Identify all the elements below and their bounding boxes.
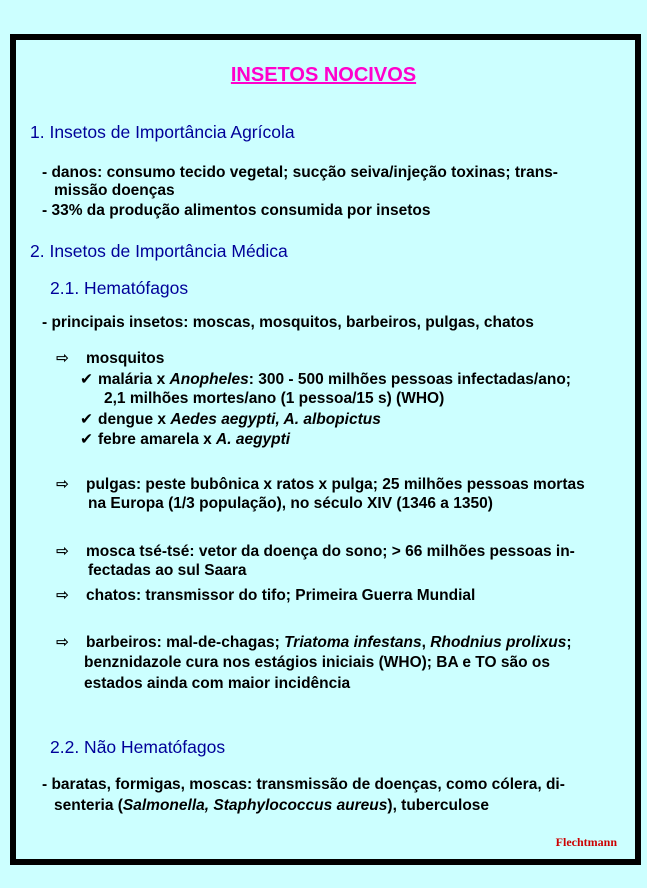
section-1-heading: 1. Insetos de Importância Agrícola [30, 122, 295, 142]
arrow-right-icon: ⇨ [56, 587, 69, 604]
barbeiros-text: barbeiros: mal-de-chagas; [86, 634, 285, 651]
rhodnius-name: Rhodnius prolixus [430, 634, 567, 651]
author-credit: Flechtmann [555, 835, 617, 849]
aegypti-name: A. aegypti [216, 431, 291, 448]
chatos-text: chatos: transmissor do tifo; Primeira Guerra Mundial [86, 587, 476, 604]
check-icon: ✔ [80, 431, 93, 448]
anopheles-name: Anopheles [169, 371, 249, 388]
barbeiros-line-2: benznidazole cura nos estágios iniciais (WHO); BA e TO são os [84, 654, 550, 671]
baratas-line-2 [54, 797, 489, 815]
section-1-line-1b: missão doenças [54, 182, 175, 199]
baratas-text: senteria ( [54, 797, 123, 814]
arrow-right-icon: ⇨ [56, 476, 69, 493]
dengue-line [80, 410, 381, 429]
arrow-right-icon: ⇨ [56, 543, 69, 560]
mosca-item [56, 542, 575, 561]
section-1-line-2: - 33% da produção alimentos consumida por insetos [42, 202, 431, 219]
section-2-1-heading: 2.1. Hematófagos [50, 278, 189, 298]
mosca-text: mosca tsé-tsé: vetor da doença do sono; > 66 milhões pessoas in- [86, 543, 575, 560]
triatoma-name: Triatoma infestans [284, 634, 422, 651]
dengue-text: dengue x [98, 411, 171, 428]
barbeiros-item [56, 633, 572, 652]
aedes-aegypti-name: Aedes aegypti [170, 411, 276, 428]
section-2-heading: 2. Insetos de Importância Médica [30, 241, 288, 261]
arrow-right-icon: ⇨ [56, 350, 69, 367]
febre-line [80, 430, 290, 449]
barbeiros-end: ; [566, 634, 572, 651]
check-icon: ✔ [80, 371, 93, 388]
baratas-separator: , [204, 797, 214, 814]
malaria-text-2: : 300 - 500 milhões pessoas infectadas/ano; [248, 371, 571, 388]
pulgas-item [56, 475, 585, 494]
section-2-2-heading: 2.2. Não Hematófagos [50, 737, 226, 757]
malaria-line [80, 370, 571, 389]
dengue-separator: , [275, 411, 284, 428]
chatos-item [56, 586, 475, 605]
salmonella-name: Salmonella [122, 797, 205, 814]
malaria-line-2: 2,1 milhões mortes/ano (1 pessoa/15 s) (WHO) [104, 390, 445, 407]
principais-line: - principais insetos: moscas, mosquitos, barbeiros, pulgas, chatos [42, 314, 534, 331]
febre-text: febre amarela x [98, 431, 217, 448]
check-icon: ✔ [80, 411, 93, 428]
pulgas-line-2: na Europa (1/3 população), no século XIV (1346 a 1350) [88, 495, 493, 512]
pulgas-text: pulgas: peste bubônica x ratos x pulga; 25 milhões pessoas mortas [86, 476, 585, 493]
mosca-line-2: fectadas ao sul Saara [88, 562, 247, 579]
malaria-text: malária x [98, 371, 170, 388]
baratas-line: - baratas, formigas, moscas: transmissão de doenças, como cólera, di- [42, 776, 565, 793]
barbeiros-separator: , [421, 634, 431, 651]
mosquitos-item [56, 349, 164, 368]
section-1-line-1: - danos: consumo tecido vegetal; sucção seiva/injeção toxinas; trans- [42, 164, 558, 181]
baratas-text-end: ), tuberculose [387, 797, 490, 814]
albopictus-name: A. albopictus [283, 411, 381, 428]
staphylococcus-name: Staphylococcus aureus [213, 797, 388, 814]
arrow-right-icon: ⇨ [56, 634, 69, 651]
mosquitos-label: mosquitos [86, 350, 165, 367]
page-title: INSETOS NOCIVOS [230, 64, 417, 86]
barbeiros-line-3: estados ainda com maior incidência [84, 675, 351, 692]
